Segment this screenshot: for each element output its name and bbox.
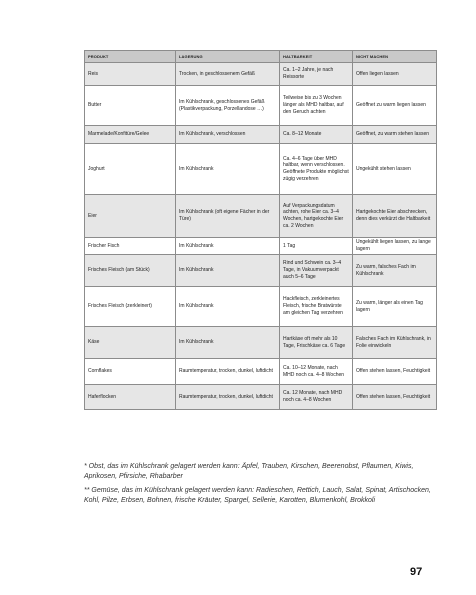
cell-nicht-machen: Ungekühlt liegen lassen, zu lange lagern (353, 238, 437, 255)
cell-lagerung: Im Kühlschrank (176, 144, 280, 195)
cell-produkt: Butter (85, 86, 176, 126)
footnotes (84, 462, 440, 511)
cell-haltbarkeit: Auf Verpackungsdatum achten, rohe Eier ca. 3–4 Wochen, hartgekochte Eier ca. 2 Wochen (280, 195, 353, 238)
cell-lagerung: Im Kühlschrank (oft eigene Fächer in der Türe) (176, 195, 280, 238)
cell-lagerung: Im Kühlschrank (176, 287, 280, 327)
cell-haltbarkeit: Hartkäse oft mehr als 10 Tage, Frischkäse ca. 6 Tage (280, 327, 353, 359)
cell-lagerung: Raumtemperatur, trocken, dunkel, luftdicht (176, 359, 280, 385)
cell-haltbarkeit: Hackfleisch, zerkleinertes Fleisch, frische Bratwürste am gleichen Tag verzehren (280, 287, 353, 327)
cell-lagerung: Raumtemperatur, trocken, dunkel, luftdicht (176, 385, 280, 410)
cell-lagerung: Im Kühlschrank (176, 238, 280, 255)
header-nicht-machen: NICHT MACHEN (353, 51, 437, 63)
cell-lagerung: Im Kühlschrank (176, 327, 280, 359)
table-row (85, 255, 437, 287)
cell-nicht-machen: Zu warm, falsches Fach im Kühlschrank (353, 255, 437, 287)
table-row (85, 86, 437, 126)
cell-lagerung: Im Kühlschrank (176, 255, 280, 287)
cell-haltbarkeit: Rind und Schwein ca. 3–4 Tage, in Vakuumverpackt auch 5–6 Tage (280, 255, 353, 287)
footnote-vegetables: ** Gemüse, das im Kühlschrank gelagert werden kann: Radieschen, Rettich, Lauch, Salat, Spinat, Artischocken, Kohl, Pilze, Erbsen, Bohnen, frische Kräuter, Spargel, Sellerie, Karotten, Blumenkohl, Brokkoli (84, 487, 431, 505)
cell-haltbarkeit: Teilweise bis zu 3 Wochen länger als MHD haltbar, auf den Geruch achten (280, 86, 353, 126)
cell-haltbarkeit: Ca. 10–12 Monate, nach MHD noch ca. 4–8 Wochen (280, 359, 353, 385)
cell-nicht-machen: Zu warm, länger als einen Tag lagern (353, 287, 437, 327)
footnote-fruit: * Obst, das im Kühlschrank gelagert werden kann: Äpfel, Trauben, Kirschen, Beerenobst, Pflaumen, Kiwis, Aprikosen, Pfirsiche, Rhabarber (84, 463, 414, 481)
cell-produkt: Reis (85, 63, 176, 86)
cell-nicht-machen: Offen liegen lassen (353, 63, 437, 86)
table-row (85, 238, 437, 255)
page-number: 97 (410, 566, 423, 578)
table-row (85, 126, 437, 144)
cell-produkt: Frisches Fleisch (zerkleinert) (85, 287, 176, 327)
cell-produkt: Haferflocken (85, 385, 176, 410)
cell-produkt: Joghurt (85, 144, 176, 195)
table-row (85, 359, 437, 385)
cell-produkt: Frischer Fisch (85, 238, 176, 255)
cell-haltbarkeit: Ca. 4–6 Tage über MHD haltbar, wenn verschlossen. Geöffnete Produkte möglichst zügig verzehren (280, 144, 353, 195)
header-lagerung: LAGERUNG (176, 51, 280, 63)
cell-nicht-machen: Geöffnet, zu warm stehen lassen (353, 126, 437, 144)
cell-nicht-machen: Falsches Fach im Kühlschrank, in Folie einwickeln (353, 327, 437, 359)
cell-lagerung: Im Kühlschrank, geschlossenes Gefäß (Plastikverpackung, Porzellandose …) (176, 86, 280, 126)
header-haltbarkeit: HALTBARKEIT (280, 51, 353, 63)
cell-nicht-machen: Offen stehen lassen, Feuchtigkeit (353, 385, 437, 410)
table-row (85, 385, 437, 410)
table-row (85, 195, 437, 238)
header-produkt: PRODUKT (85, 51, 176, 63)
cell-produkt: Eier (85, 195, 176, 238)
cell-lagerung: Trocken, in geschlossenem Gefäß (176, 63, 280, 86)
cell-produkt: Frisches Fleisch (am Stück) (85, 255, 176, 287)
table-row (85, 144, 437, 195)
cell-produkt: Marmelade/Konfitüre/Gelee (85, 126, 176, 144)
cell-produkt: Käse (85, 327, 176, 359)
cell-nicht-machen: Hartgekochte Eier abschrecken, denn dies verkürzt die Haltbarkeit (353, 195, 437, 238)
cell-nicht-machen: Geöffnet zu warm liegen lassen (353, 86, 437, 126)
table-row (85, 63, 437, 86)
cell-haltbarkeit: Ca. 1–2 Jahre, je nach Reissorte (280, 63, 353, 86)
cell-haltbarkeit: Ca. 8–12 Monate (280, 126, 353, 144)
cell-lagerung: Im Kühlschrank, verschlossen (176, 126, 280, 144)
cell-haltbarkeit: Ca. 12 Monate, nach MHD noch ca. 4–8 Wochen (280, 385, 353, 410)
cell-nicht-machen: Ungekühlt stehen lassen (353, 144, 437, 195)
cell-haltbarkeit: 1 Tag (280, 238, 353, 255)
table-row (85, 327, 437, 359)
table-row (85, 287, 437, 327)
table-header-row (85, 51, 437, 63)
cell-produkt: Cornflakes (85, 359, 176, 385)
cell-nicht-machen: Offen stehen lassen, Feuchtigkeit (353, 359, 437, 385)
food-storage-table (84, 50, 437, 410)
